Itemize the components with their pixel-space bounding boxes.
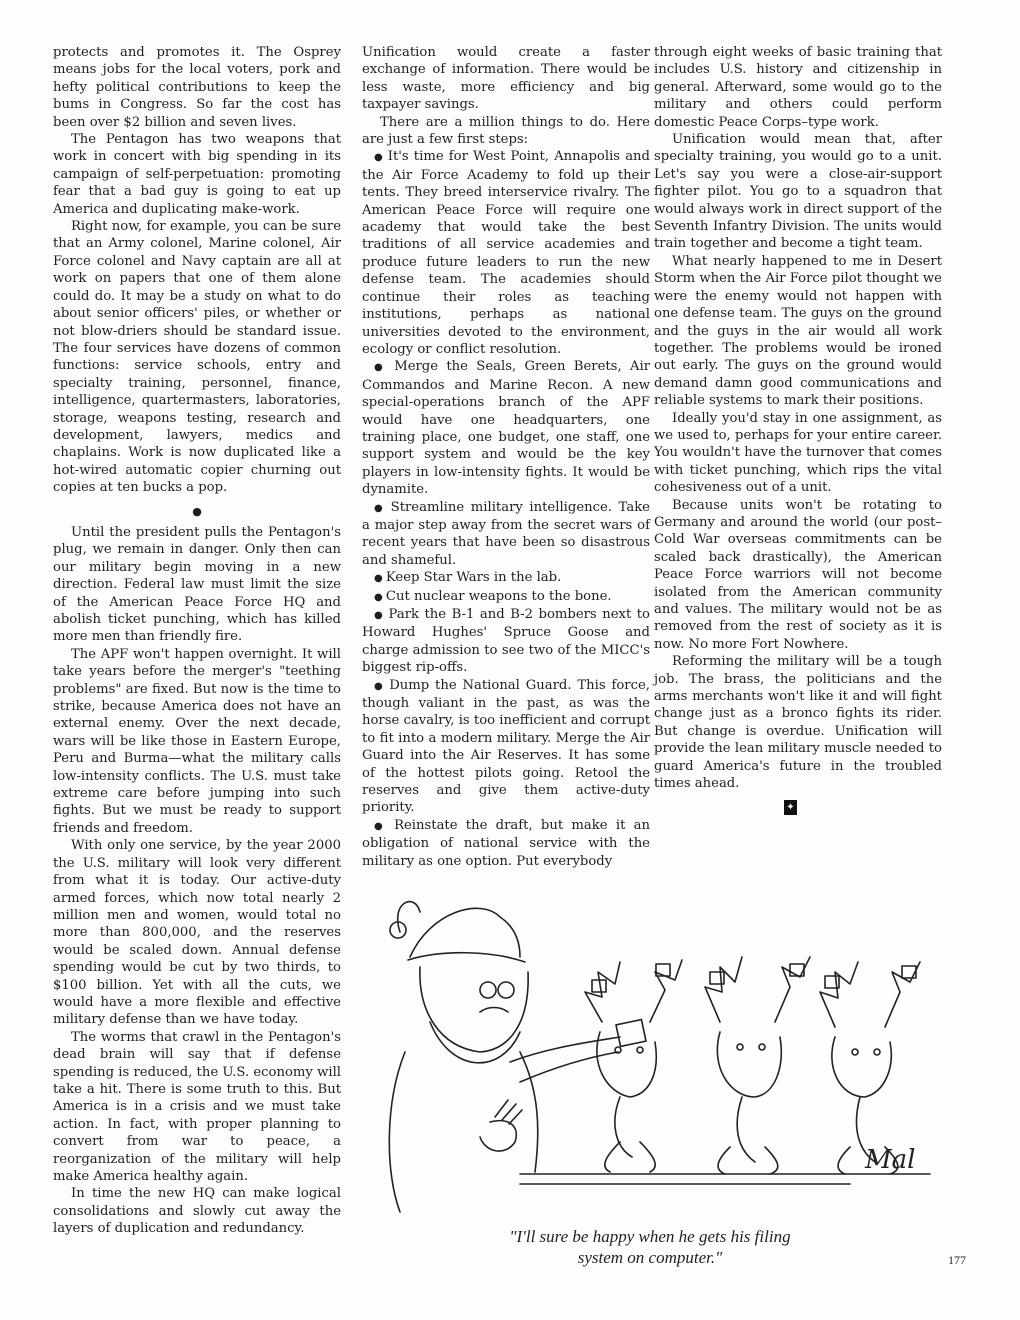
- paragraph: protects and promotes it. The Osprey means jobs for the local voters, pork and hefty political contributions to keep the bums in Congress. So far the cost has been over $2 billion and seven lives.: [53, 45, 341, 130]
- paragraph: Until the president pulls the Pentagon's plug, we remain in danger. Only then can our military begin moving in a new direction. Federal law must limit the size of the American Peace Force HQ and abolish ticket punching, which has killed more men than friendly fire.: [53, 524, 341, 645]
- paragraph: The Pentagon has two weapons that work in concert with big spending in its campaign of self-perpetuation: promoting fear that a bad guy is going to eat up America and duplicating make-work.: [53, 132, 341, 217]
- section-divider: ●: [192, 504, 202, 518]
- caption-line: system on computer.": [577, 1248, 723, 1267]
- bullet-item: ● Park the B-1 and B-2 bombers next to Howard Hughes' Spruce Goose and charge admission to see two of the MICC's biggest rip-offs.: [362, 606, 650, 677]
- bullet-item: ● Keep Star Wars in the lab.: [362, 569, 650, 587]
- paragraph: Because units won't be rotating to Germany and around the world (our post–Cold War overseas commitments can be scaled back drastically), the American Peace Force warriors will not become isolated from the American community and values. The military would not be as removed from the rest of society as it is now. No more Fort Nowhere.: [654, 497, 942, 652]
- cartoon-caption: [460, 1226, 840, 1268]
- column-1: [53, 44, 341, 1238]
- column-2: [362, 44, 650, 870]
- santa-hat-icon: [410, 908, 520, 957]
- caption-line: "I'll sure be happy when he gets his filing: [509, 1227, 791, 1246]
- bullet-item: ● Reinstate the draft, but make it an obligation of national service with the military as one option. Put everybody: [362, 817, 650, 870]
- reindeer-icon: [820, 962, 920, 1174]
- paragraph: The worms that crawl in the Pentagon's dead brain will say that if defense spending is reduced, the U.S. economy will take a hit. There is some truth to this. But America is in a crisis and we must take action. In fact, with proper planning to convert from war to peace, a reorganization of the military will help make America healthy again.: [53, 1029, 342, 1184]
- bullet-item: ● Streamline military intelligence. Take a major step away from the secret wars of recent years that have been so disastrous and shameful.: [362, 499, 650, 570]
- end-of-article-icon: ✦: [784, 800, 797, 815]
- bullet-item: ● Cut nuclear weapons to the bone.: [362, 588, 650, 606]
- paragraph: With only one service, by the year 2000 the U.S. military will look very different from what it is today. Our active-duty armed forces, which now total nearly 2 million men and women, would total no more than 800,000, and the reserves would be scaled down. Annual defense spending would be cut by two thirds, to $100 billion. Yet with all the cuts, we would have a more flexible and effective military defense than we have today.: [53, 838, 341, 1028]
- paragraph: Unification would create a faster exchange of information. There would be less waste, more efficiency and big taxpayer savings.: [362, 45, 650, 113]
- bullet-item: ● It's time for West Point, Annapolis and the Air Force Academy to fold up their tents. They breed interservice rivalry. The American Peace Force will require one academy that would take the best traditions of all service academies and produce future leaders to run the new defense team. The academies should continue their roles as teaching institutions, perhaps as national universities devoted to the environment, ecology or conflict resolution.: [362, 148, 650, 358]
- cartoonist-signature: Mal: [865, 1145, 916, 1175]
- paper-stack-icon: [616, 1020, 646, 1047]
- paragraph: What nearly happened to me in Desert Storm when the Air Force pilot thought we were the enemy would not happen with one defense team. The guys on the ground and the guys in the air would all work together. The problems would be ironed out early. The guys on the ground would demand damn good communications and reliable systems to mark their positions.: [654, 253, 942, 409]
- paragraph: Ideally you'd stay in one assignment, as we used to, perhaps for your entire career. You wouldn't have the turnover that comes with ticket punching, which rips the vital cohesiveness out of a unit.: [654, 410, 942, 496]
- paragraph: through eight weeks of basic training that includes U.S. history and citizenship in general. Afterward, some would go to the military and others could perform domestic Peace Corps–type work.: [654, 45, 942, 130]
- paragraph: Right now, for example, you can be sure that an Army colonel, Marine colonel, Air Force colonel and Navy captain are all at work on papers that one of them alone could do. It may be a study on what to do about senior officers' piles, or whether or not blow-driers should be standard issue. The four services have dozens of common functions: service schools, entry and specialty training, personnel, finance, intelligence, quartermasters, laboratories, storage, weapons testing, research and development, lawyers, medics and chaplains. Work is now duplicated like a hot-wired automatic copier churning out copies at ten bucks a pop.: [53, 219, 341, 496]
- page-number: 177: [948, 1253, 966, 1267]
- reindeer-icon: [705, 957, 810, 1174]
- bullet-item: ● Merge the Seals, Green Berets, Air Commandos and Marine Recon. A new special-operations branch of the APF would have one headquarters, one training place, one budget, one staff, one support system and would be the key players in low-intensity fights. It would be dynamite.: [362, 358, 650, 498]
- paragraph: Reforming the military will be a tough job. The brass, the politicians and the arms merchants won't like it and will fight change just as a bronco fights its rider. But change is overdue. Unification will provide the lean military muscle needed to guard America's future in the troubled times ahead.: [654, 654, 942, 792]
- column-3: [654, 44, 942, 816]
- paragraph: There are a million things to do. Here are just a few first steps:: [362, 114, 650, 148]
- paper-note-icon: [592, 964, 916, 992]
- santa-face-icon: [420, 967, 528, 1052]
- paragraph: Unification would mean that, after specialty training, you would go to a unit. Let's say you were a close-air-support fighter pilot. You go to a squadron that would always work in direct support of the Seventh Infantry Division. The units would train together and become a tight team.: [654, 132, 942, 252]
- paragraph: The APF won't happen overnight. It will take years before the merger's "teething problems" are fixed. But now is the time to strike, because America does not have an external enemy. Over the next decade, wars will be like those in Eastern Europe, Peru and Burma—what the military calls low-intensity conflicts. The U.S. must take extreme care before jumping into such fights. But we must be ready to support friends and freedom.: [53, 646, 341, 836]
- santa-body-icon: [389, 1052, 405, 1212]
- cartoon-illustration: [370, 872, 960, 1217]
- bullet-item: ● Dump the National Guard. This force, though valiant in the past, as was the horse cavalry, is too inefficient and corrupt to fit into a modern military. Merge the Air Guard into the Air Reserves. It has some of the hottest pilots going. Retool the reserves and give them active-duty priority.: [362, 677, 650, 817]
- paragraph: In time the new HQ can make logical consolidations and slowly cut away the layers of duplication and redundancy.: [53, 1186, 341, 1237]
